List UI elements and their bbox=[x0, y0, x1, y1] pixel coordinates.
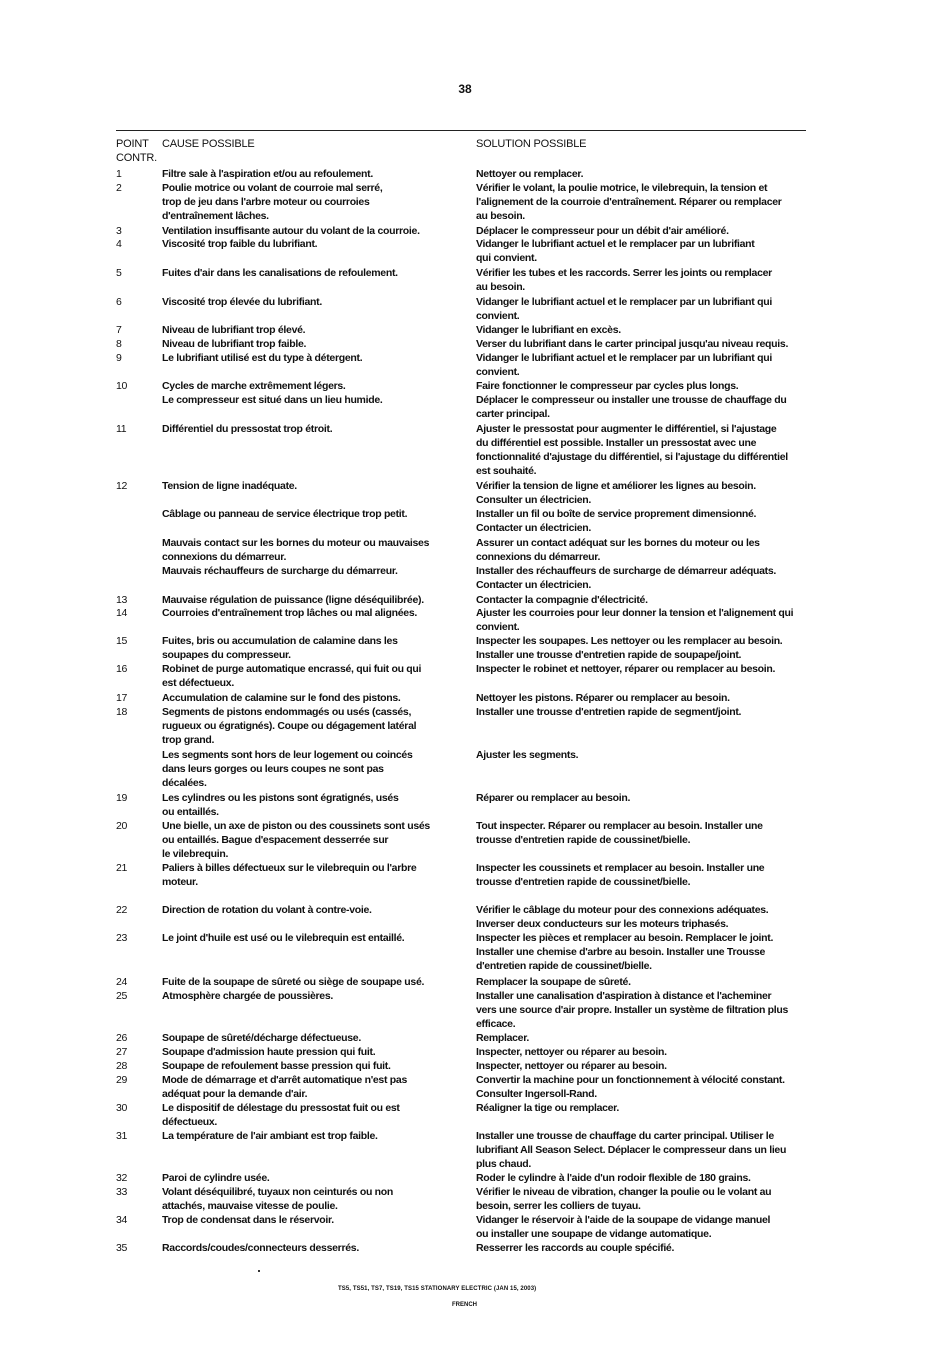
row-cause: Niveau de lubrifiant trop élevé. bbox=[162, 324, 306, 336]
row-number: 28 bbox=[116, 1060, 128, 1072]
row-number: 11 bbox=[116, 423, 127, 435]
row-solution: Installer une trousse de chauffage du carter principal. Utiliser le lubrifiant All Season Select. Déplacer le compresseur dans un lieu plus chaud. bbox=[476, 1130, 787, 1170]
row-number: 17 bbox=[116, 692, 128, 704]
row-number: 6 bbox=[116, 296, 122, 308]
row-cause: Soupape de refoulement basse pression qui fuit. bbox=[162, 1060, 391, 1072]
row-cause: Trop de condensat dans le réservoir. bbox=[162, 1214, 334, 1226]
row-number: 30 bbox=[116, 1102, 128, 1114]
row-cause: Volant déséquilibré, tuyaux non ceinturés ou non attachés, mauvaise vitesse de poulie. bbox=[162, 1186, 394, 1212]
row-cause: Paliers à billes défectueux sur le vilebrequin ou l'arbre moteur. bbox=[162, 862, 417, 888]
row-solution: Ajuster les segments. bbox=[476, 749, 579, 761]
row-cause: La température de l'air ambiant est trop faible. bbox=[162, 1130, 378, 1142]
row-number: 21 bbox=[116, 862, 128, 874]
row-number: 32 bbox=[116, 1172, 128, 1184]
row-number: 16 bbox=[116, 663, 128, 675]
row-cause: Soupape de sûreté/décharge défectueuse. bbox=[162, 1032, 361, 1044]
row-cause: Direction de rotation du volant à contre-voie. bbox=[162, 904, 372, 916]
footer-model-line: TS5, TS51, TS7, TS19, TS15 STATIONARY ELECTRIC (JAN 15, 2003) bbox=[338, 1286, 537, 1292]
row-solution: Vidanger le lubrifiant en excès. bbox=[476, 324, 621, 336]
row-solution: Inspecter les coussinets et remplacer au besoin. Installer une trousse d'entretien rapide de coussinet/bielle. bbox=[476, 862, 765, 888]
row-number: 20 bbox=[116, 820, 128, 832]
row-solution: Inspecter, nettoyer ou réparer au besoin. bbox=[476, 1060, 667, 1072]
row-number: 2 bbox=[116, 182, 122, 194]
row-solution: Inspecter les soupapes. Les nettoyer ou les remplacer au besoin. Installer une trousse d'entretien rapide de soupape/joint. bbox=[476, 635, 783, 661]
page-number: 38 bbox=[458, 82, 472, 96]
row-number: 7 bbox=[116, 324, 122, 336]
row-cause: Le joint d'huile est usé ou le vilebrequin est entaillé. bbox=[162, 932, 405, 944]
header-rule bbox=[116, 130, 806, 131]
row-solution: Réaligner la tige ou remplacer. bbox=[476, 1102, 620, 1114]
row-solution: Assurer un contact adéquat sur les bornes du moteur ou les connexions du démarreur. Installer des réchauffeurs de surcharge de démarreur adéquats. Contacter un électricien. bbox=[476, 537, 777, 591]
row-solution: Installer une canalisation d'aspiration à distance et l'acheminer vers une source d'air propre. Installer un système de filtration plus efficace. bbox=[476, 990, 789, 1030]
row-solution: Vérifier les tubes et les raccords. Serrer les joints ou remplacer au besoin. bbox=[476, 267, 772, 293]
row-number: 35 bbox=[116, 1242, 128, 1254]
row-cause: Cycles de marche extrêmement légers. Le compresseur est situé dans un lieu humide. bbox=[162, 380, 383, 406]
row-solution: Vérifier le niveau de vibration, changer la poulie ou le volant au besoin, serrer les colliers de tuyau. bbox=[476, 1186, 772, 1212]
row-cause: Robinet de purge automatique encrassé, qui fuit ou qui est défectueux. bbox=[162, 663, 422, 689]
row-cause: Viscosité trop élevée du lubrifiant. bbox=[162, 296, 322, 308]
row-cause: Le lubrifiant utilisé est du type à détergent. bbox=[162, 352, 363, 364]
row-cause: Le dispositif de délestage du pressostat fuit ou est défectueux. bbox=[162, 1102, 400, 1128]
row-number: 13 bbox=[116, 594, 128, 606]
row-number: 34 bbox=[116, 1214, 128, 1226]
row-solution: Verser du lubrifiant dans le carter principal jusqu'au niveau requis. bbox=[476, 338, 789, 350]
row-number: 10 bbox=[116, 380, 128, 392]
row-number: 4 bbox=[116, 238, 122, 250]
row-number: 12 bbox=[116, 480, 128, 492]
row-solution: Remplacer. bbox=[476, 1032, 530, 1044]
row-cause: Les segments sont hors de leur logement ou coincés dans leurs gorges ou leurs coupes ne sont pas décalées. bbox=[162, 749, 413, 789]
row-cause: Ventilation insuffisante autour du volant de la courroie. bbox=[162, 225, 420, 237]
row-cause: Fuite de la soupape de sûreté ou siège de soupape usé. bbox=[162, 976, 425, 988]
row-solution: Ajuster le pressostat pour augmenter le différentiel, si l'ajustage du différentiel est possible. Installer un pressostat avec une fonctionnalité d'ajustage du différentiel, si l'ajustage du différentiel est souhaité. bbox=[476, 423, 788, 477]
row-cause: Accumulation de calamine sur le fond des pistons. bbox=[162, 692, 401, 704]
row-cause: Mode de démarrage et d'arrêt automatique n'est pas adéquat pour la demande d'air. bbox=[162, 1074, 407, 1100]
row-solution: Roder le cylindre à l'aide d'un rodoir flexible de 180 grains. bbox=[476, 1172, 751, 1184]
row-solution: Ajuster les courroies pour leur donner la tension et l'alignement qui convient. bbox=[476, 607, 794, 633]
row-cause: Mauvaise régulation de puissance (ligne déséquilibrée). bbox=[162, 594, 424, 606]
row-cause: Mauvais contact sur les bornes du moteur ou mauvaises connexions du démarreur. Mauvais réchauffeurs de surcharge du démarreur. bbox=[162, 537, 430, 577]
row-cause: Fuites d'air dans les canalisations de refoulement. bbox=[162, 267, 398, 279]
row-solution: Inspecter les pièces et remplacer au besoin. Remplacer le joint. Installer une chemise d'arbre au besoin. Installer une Trousse d'entretien rapide de coussinet/bielle. bbox=[476, 932, 774, 972]
row-number: 8 bbox=[116, 338, 122, 350]
header-point: POINT CONTR. bbox=[116, 138, 157, 164]
row-solution: Faire fonctionner le compresseur par cycles plus longs. Déplacer le compresseur ou installer une trousse de chauffage du carter principal. bbox=[476, 380, 787, 420]
row-cause: Niveau de lubrifiant trop faible. bbox=[162, 338, 307, 350]
row-number: 9 bbox=[116, 352, 122, 364]
row-solution: Inspecter le robinet et nettoyer, réparer ou remplacer au besoin. bbox=[476, 663, 776, 675]
header-cause: CAUSE POSSIBLE bbox=[162, 138, 255, 150]
row-number: 24 bbox=[116, 976, 128, 988]
row-solution: Installer une trousse d'entretien rapide de segment/joint. bbox=[476, 706, 742, 718]
row-number: 18 bbox=[116, 706, 128, 718]
row-cause: Fuites, bris ou accumulation de calamine dans les soupapes du compresseur. bbox=[162, 635, 398, 661]
row-number: 22 bbox=[116, 904, 128, 916]
row-cause: Segments de pistons endommagés ou usés (cassés, rugueux ou égratignés). Coupe ou dégagement latéral trop grand. bbox=[162, 706, 417, 746]
row-cause: Atmosphère chargée de poussières. bbox=[162, 990, 333, 1002]
row-solution: Installer un fil ou boîte de service proprement dimensionné. Contacter un électricien. bbox=[476, 508, 757, 534]
row-number: 33 bbox=[116, 1186, 128, 1198]
row-cause: Une bielle, un axe de piston ou des coussinets sont usés ou entaillés. Bague d'espacement desserrée sur le vilebrequin. bbox=[162, 820, 430, 860]
row-cause: Les cylindres ou les pistons sont égratignés, usés ou entaillés. bbox=[162, 792, 399, 818]
row-cause: Filtre sale à l'aspiration et/ou au refoulement. bbox=[162, 168, 373, 180]
row-cause: Câblage ou panneau de service électrique trop petit. bbox=[162, 508, 408, 520]
row-solution: Vidanger le lubrifiant actuel et le remplacer par un lubrifiant qui convient. bbox=[476, 238, 755, 264]
row-number: 14 bbox=[116, 607, 128, 619]
row-cause: Tension de ligne inadéquate. bbox=[162, 480, 297, 492]
row-number: 31 bbox=[116, 1130, 128, 1142]
row-solution: Inspecter, nettoyer ou réparer au besoin. bbox=[476, 1046, 667, 1058]
row-solution: Nettoyer les pistons. Réparer ou remplacer au besoin. bbox=[476, 692, 730, 704]
row-solution: Vérifier la tension de ligne et améliorer les lignes au besoin. Consulter un électricien. bbox=[476, 480, 756, 506]
row-cause: Poulie motrice ou volant de courroie mal serré, trop de jeu dans l'arbre moteur ou courroies d'entraînement lâches. bbox=[162, 182, 383, 222]
header-solution: SOLUTION POSSIBLE bbox=[476, 138, 587, 150]
row-number: 5 bbox=[116, 267, 122, 279]
row-solution: Remplacer la soupape de sûreté. bbox=[476, 976, 631, 988]
row-cause: Viscosité trop faible du lubrifiant. bbox=[162, 238, 318, 250]
row-number: 1 bbox=[116, 168, 122, 180]
row-number: 3 bbox=[116, 225, 122, 237]
row-number: 19 bbox=[116, 792, 128, 804]
row-number: 27 bbox=[116, 1046, 128, 1058]
row-cause: Courroies d'entraînement trop lâches ou mal alignées. bbox=[162, 607, 417, 619]
row-solution: Nettoyer ou remplacer. bbox=[476, 168, 584, 180]
row-solution: Resserrer les raccords au couple spécifié. bbox=[476, 1242, 675, 1254]
row-solution: Vérifier le volant, la poulie motrice, le vilebrequin, la tension et l'alignement de la courroie d'entraînement. Réparer ou remplacer au besoin. bbox=[476, 182, 782, 222]
row-cause: Soupape d'admission haute pression qui fuit. bbox=[162, 1046, 376, 1058]
row-number: 15 bbox=[116, 635, 128, 647]
row-number: 29 bbox=[116, 1074, 128, 1086]
row-cause: Différentiel du pressostat trop étroit. bbox=[162, 423, 333, 435]
row-solution: Vérifier le câblage du moteur pour des connexions adéquates. Inverser deux conducteurs sur les moteurs triphasés. bbox=[476, 904, 769, 930]
row-solution: Convertir la machine pour un fonctionnement à vélocité constant. Consulter Ingersoll-Rand. bbox=[476, 1074, 785, 1100]
row-solution: Vidanger le lubrifiant actuel et le remplacer par un lubrifiant qui convient. bbox=[476, 296, 772, 322]
footer-language: FRENCH bbox=[452, 1302, 477, 1308]
row-number: 26 bbox=[116, 1032, 128, 1044]
row-cause: Paroi de cylindre usée. bbox=[162, 1172, 270, 1184]
row-number: 25 bbox=[116, 990, 128, 1002]
row-solution: Tout inspecter. Réparer ou remplacer au besoin. Installer une trousse d'entretien rapide de coussinet/bielle. bbox=[476, 820, 763, 846]
row-solution: Vidanger le réservoir à l'aide de la soupape de vidange manuel ou installer une soupape de vidange automatique. bbox=[476, 1214, 771, 1240]
row-solution: Contacter la compagnie d'électricité. bbox=[476, 594, 648, 606]
row-solution: Déplacer le compresseur pour un débit d'air amélioré. bbox=[476, 225, 729, 237]
row-number: 23 bbox=[116, 932, 128, 944]
row-cause: Raccords/coudes/connecteurs desserrés. bbox=[162, 1242, 359, 1254]
row-solution: Vidanger le lubrifiant actuel et le remplacer par un lubrifiant qui convient. bbox=[476, 352, 772, 378]
stray-dot bbox=[258, 1270, 260, 1272]
row-solution: Réparer ou remplacer au besoin. bbox=[476, 792, 631, 804]
